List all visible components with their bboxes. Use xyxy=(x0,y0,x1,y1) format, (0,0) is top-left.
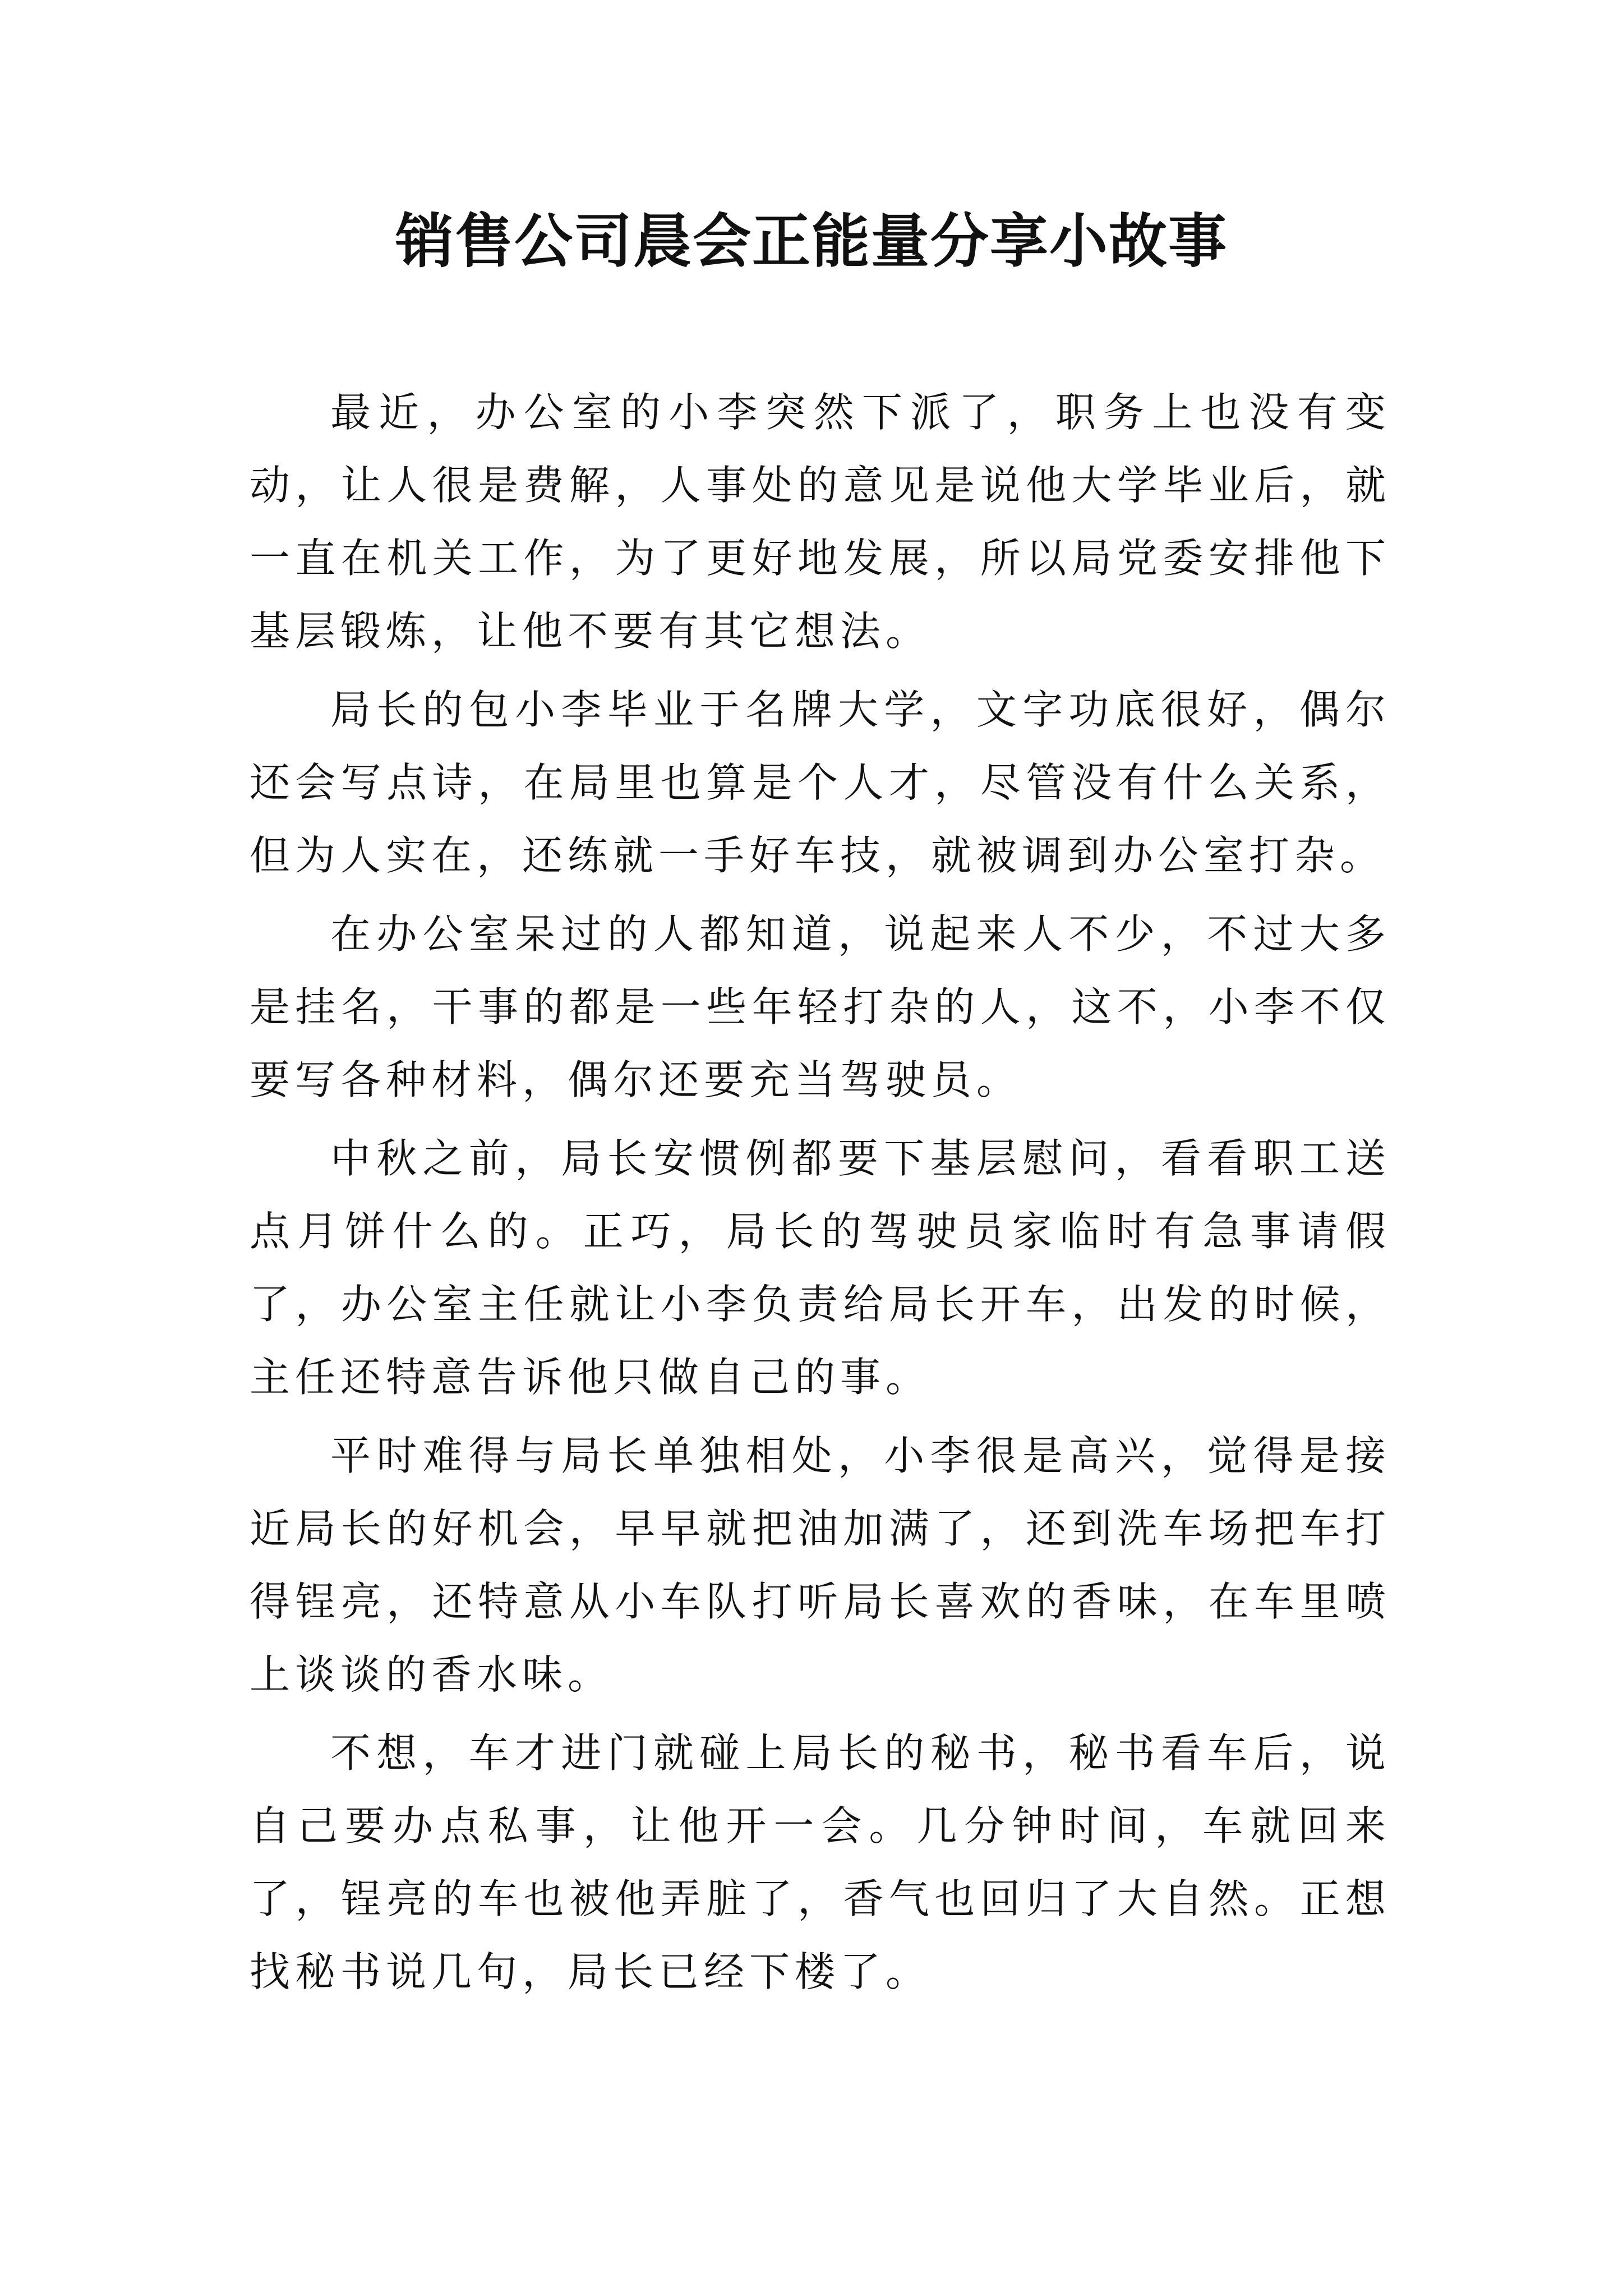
paragraph-6: 不想，车才进门就碰上局长的秘书，秘书看车后，说自己要办点私事，让他开一会。几分钟时间，车就回来了，锃亮的车也被他弄脏了，香气也回归了大自然。正想找秘书说几句，局长已经下楼了。 xyxy=(250,1729,1391,1995)
document-title: 销售公司晨会正能量分享小故事 xyxy=(395,206,1228,275)
paragraph-1: 最近，办公室的小李突然下派了，职务上也没有变动，让人很是费解，人事处的意见是说他大学毕业后，就一直在机关工作，为了更好地发展，所以局党委安排他下基层锻炼，让他不要有其它想法。 xyxy=(250,389,1391,655)
paragraph-2: 局长的包小李毕业于名牌大学，文字功底很好，偶尔还会写点诗，在局里也算是个人才，尽管没有什么关系，但为人实在，还练就一手好车技，就被调到办公室打杂。 xyxy=(250,686,1391,879)
paragraph-5: 平时难得与局长单独相处，小李很是高兴，觉得是接近局长的好机会，早早就把油加满了，还到洗车场把车打得锃亮，还特意从小车队打听局长喜欢的香味，在车里喷上谈谈的香水味。 xyxy=(250,1432,1391,1698)
paragraph-3: 在办公室呆过的人都知道，说起来人不少，不过大多是挂名，干事的都是一些年轻打杂的人，这不，小李不仅要写各种材料，偶尔还要充当驾驶员。 xyxy=(250,910,1391,1103)
document-body xyxy=(250,376,1391,2014)
paragraph-4: 中秋之前，局长安惯例都要下基层慰问，看看职工送点月饼什么的。正巧，局长的驾驶员家临时有急事请假了，办公室主任就让小李负责给局长开车，出发的时候，主任还特意告诉他只做自己的事。 xyxy=(250,1135,1391,1401)
